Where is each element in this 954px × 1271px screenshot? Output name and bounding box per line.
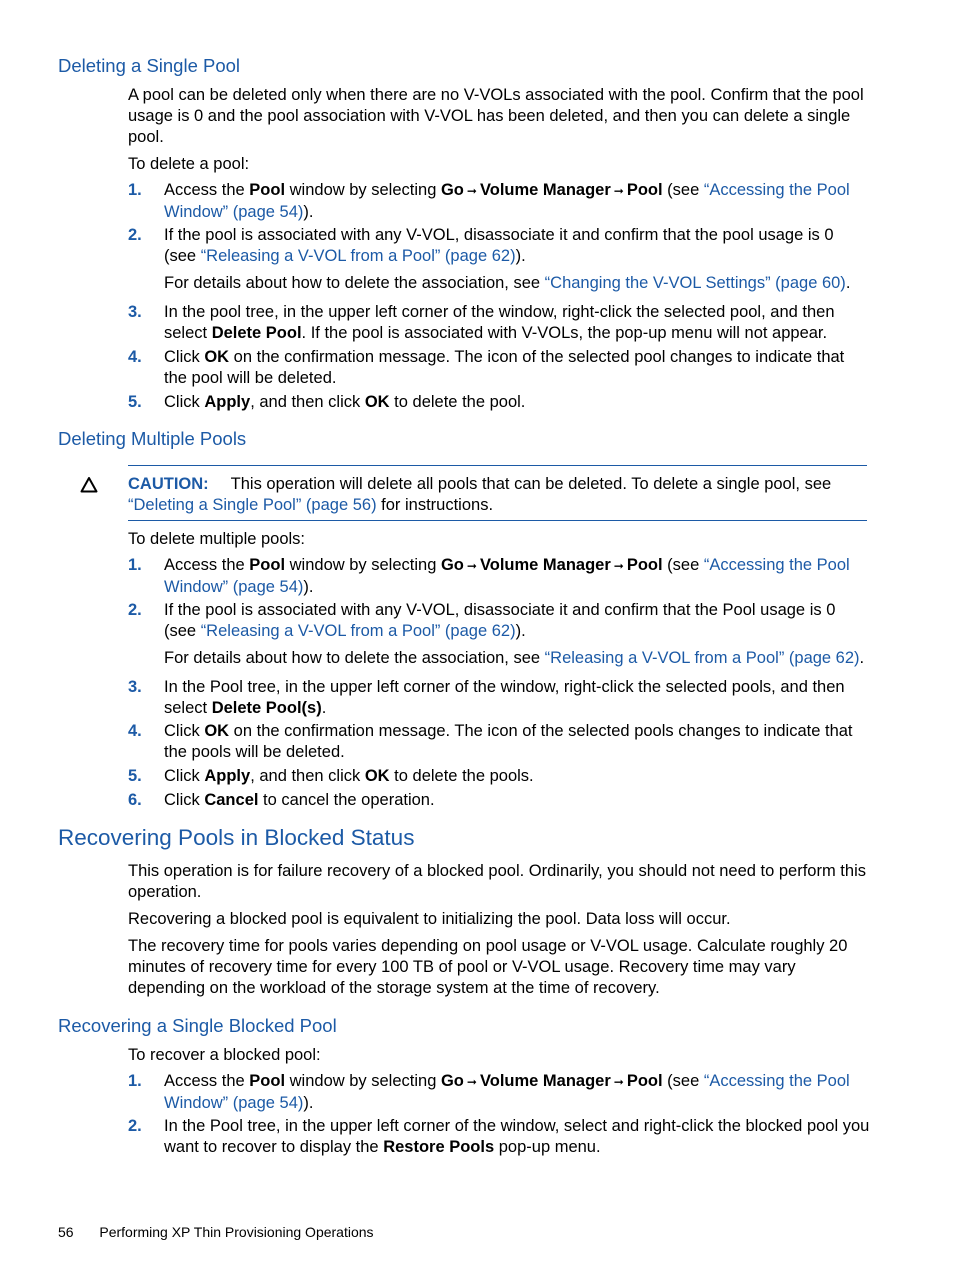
step-number: 4. [128, 348, 142, 366]
link-releasing-vvol[interactable]: “Releasing a V-VOL from a Pool” (page 62) [200, 622, 516, 640]
page-footer [58, 1222, 374, 1243]
list-item: Click Apply, and then click OK to delete the pool. [164, 393, 526, 411]
link-deleting-single-pool[interactable]: “Deleting a Single Pool” (page 56) [128, 496, 377, 514]
list-item: In the Pool tree, in the upper left corner of the window, select and right-click the blocked pool you want to recover to display the Restore Pools pop-up menu. [164, 1117, 870, 1156]
arrow-right-icon: ➞ [466, 559, 477, 573]
list-item: Click Cancel to cancel the operation. [164, 791, 435, 809]
link-releasing-vvol[interactable]: “Releasing a V-VOL from a Pool” (page 62) [200, 247, 516, 265]
arrow-right-icon: ➞ [613, 1075, 624, 1089]
lead-text: To delete multiple pools: [128, 530, 306, 548]
lead-text: To delete a pool: [128, 155, 250, 173]
page-number: 56 [58, 1224, 74, 1240]
paragraph: The recovery time for pools varies depending on pool usage or V-VOL usage. Calculate roughly 20 minutes of recovery time for every 100 TB of pool or V-VOL usage. Recovery time may vary depending on the workload of the storage system at the time of recovery. [128, 937, 848, 997]
list-item: In the Pool tree, in the upper left corner of the window, right-click the selected pools, and then select Delete Pool(s). [164, 678, 845, 717]
list-item: Click Apply, and then click OK to delete the pools. [164, 767, 534, 785]
footer-title: Performing XP Thin Provisioning Operations [99, 1224, 374, 1240]
list-item-note: For details about how to delete the association, see “Changing the V-VOL Settings” (page 60). [164, 274, 851, 292]
step-number: 1. [128, 556, 142, 574]
step-number: 2. [128, 1117, 142, 1135]
list-item: Access the Pool window by selecting Go ➞ Volume Manager ➞ Pool (see “Accessing the Pool Window” (page 54)). [164, 1072, 850, 1112]
divider [128, 520, 867, 521]
link-releasing-vvol[interactable]: “Releasing a V-VOL from a Pool” (page 62) [544, 649, 860, 667]
link-accessing-pool-window[interactable]: “Accessing the Pool Window” (page 54) [164, 1072, 850, 1112]
list-item: If the pool is associated with any V-VOL, disassociate it and confirm that the pool usage is 0 (see “Releasing a V-VOL from a Pool” (page 62)). [164, 226, 834, 265]
caution-label: CAUTION: [128, 475, 209, 493]
list-item: In the pool tree, in the upper left corner of the window, right-click the selected pool, and then select Delete Pool. If the pool is associated with V-VOLs, the pop-up menu will not appear. [164, 303, 835, 342]
list-item: Click OK on the confirmation message. The icon of the selected pools changes to indicate that the pools will be deleted. [164, 722, 853, 761]
step-number: 1. [128, 181, 142, 199]
paragraph: Recovering a blocked pool is equivalent to initializing the pool. Data loss will occur. [128, 910, 731, 928]
section-heading-deleting-multiple-pools: Deleting Multiple Pools [58, 428, 247, 449]
warning-triangle-icon [80, 476, 98, 494]
link-accessing-pool-window[interactable]: “Accessing the Pool Window” (page 54) [164, 556, 850, 596]
divider [128, 465, 867, 466]
link-accessing-pool-window[interactable]: “Accessing the Pool Window” (page 54) [164, 181, 850, 221]
list-item-note: For details about how to delete the association, see “Releasing a V-VOL from a Pool” (page 62). [164, 649, 865, 667]
arrow-right-icon: ➞ [466, 1075, 477, 1089]
intro-paragraph: A pool can be deleted only when there are no V-VOLs associated with the pool. Confirm that the pool usage is 0 and the pool association with V-VOL has been deleted, and then you can delete a single pool. [128, 86, 864, 146]
section-heading-deleting-single-pool: Deleting a Single Pool [58, 55, 241, 76]
list-item: Access the Pool window by selecting Go ➞ Volume Manager ➞ Pool (see “Accessing the Pool Window” (page 54)). [164, 181, 850, 221]
step-number: 3. [128, 678, 142, 696]
section-heading-recovering-single-pool: Recovering a Single Blocked Pool [58, 1015, 337, 1036]
arrow-right-icon: ➞ [613, 184, 624, 198]
arrow-right-icon: ➞ [613, 559, 624, 573]
step-number: 6. [128, 791, 142, 809]
step-number: 2. [128, 226, 142, 244]
paragraph: This operation is for failure recovery of a blocked pool. Ordinarily, you should not need to perform this operation. [128, 862, 866, 901]
step-number: 5. [128, 767, 142, 785]
arrow-right-icon: ➞ [466, 184, 477, 198]
caution-text: CAUTION: This operation will delete all pools that can be deleted. To delete a single pool, see “Deleting a Single Pool” (page 56) for instructions. [128, 475, 832, 514]
step-number: 3. [128, 303, 142, 321]
list-item: Access the Pool window by selecting Go ➞ Volume Manager ➞ Pool (see “Accessing the Pool Window” (page 54)). [164, 556, 850, 596]
list-item: Click OK on the confirmation message. The icon of the selected pool changes to indicate that the pool will be deleted. [164, 348, 845, 387]
lead-text: To recover a blocked pool: [128, 1046, 321, 1064]
section-heading-recovering-pools: Recovering Pools in Blocked Status [58, 825, 415, 850]
step-number: 2. [128, 601, 142, 619]
step-number: 5. [128, 393, 142, 411]
step-number: 1. [128, 1072, 142, 1090]
list-item: If the pool is associated with any V-VOL, disassociate it and confirm that the Pool usage is 0 (see “Releasing a V-VOL from a Pool” (page 62)). [164, 601, 836, 640]
step-number: 4. [128, 722, 142, 740]
link-changing-vvol-settings[interactable]: “Changing the V-VOL Settings” (page 60) [544, 274, 846, 292]
